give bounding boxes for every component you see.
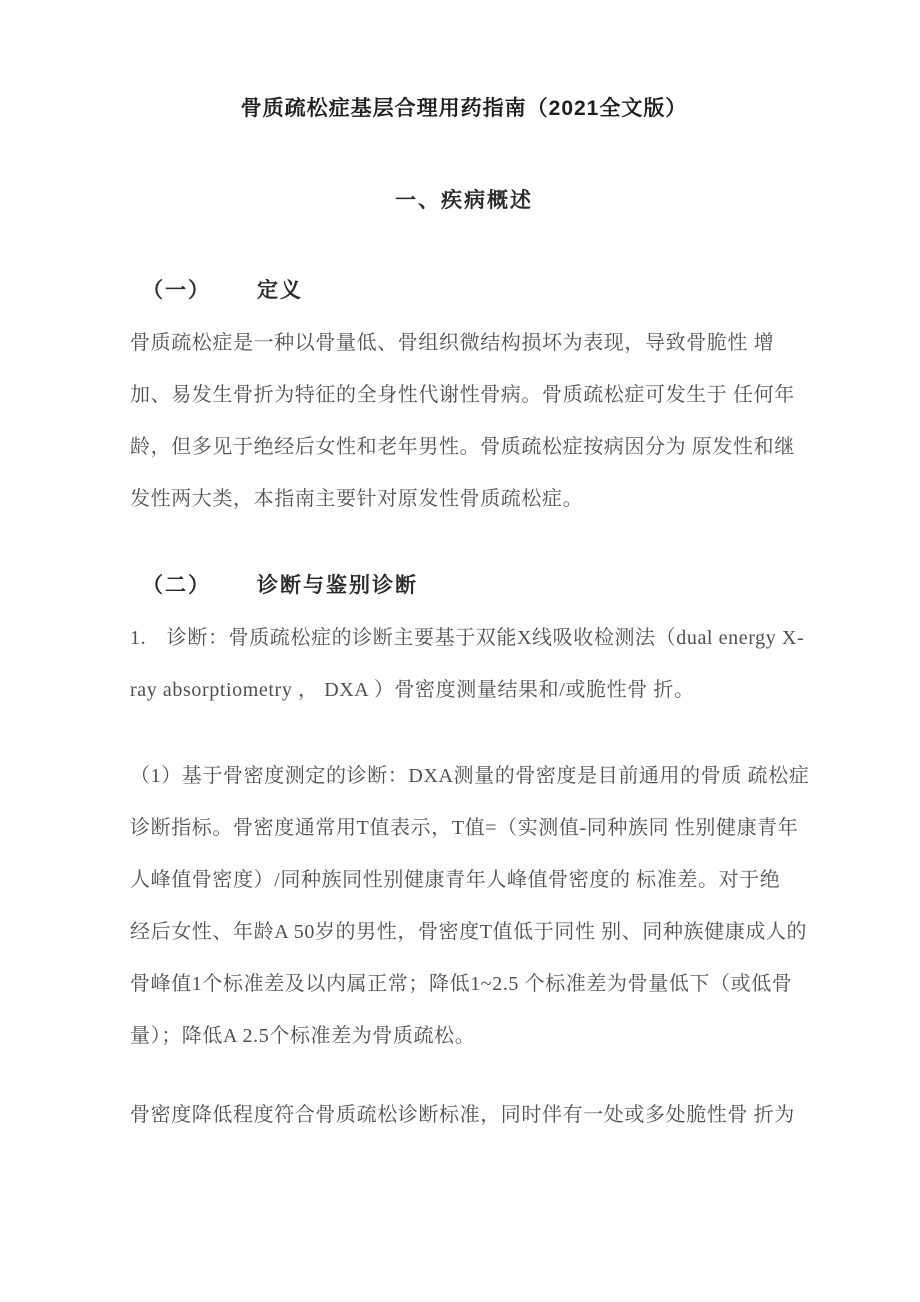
paragraph-diagnosis-closing: [130, 1089, 798, 1141]
text-line: 龄，但多见于绝经后女性和老年男性。骨质疏松症按病因分为 原发性和继: [130, 436, 795, 458]
subsection-heading-definition: [130, 278, 798, 304]
section-heading-overview: 一、疾病概述: [395, 189, 533, 212]
text-line: 骨质疏松症是一种以骨量低、骨组织微结构损坏为表现，导致骨脆性 增: [130, 332, 775, 354]
subsection-marker: （二）: [142, 574, 211, 597]
paragraph-definition: [130, 317, 798, 525]
text-line: （1）基于骨密度测定的诊断：DXA测量的骨密度是目前通用的骨质 疏松症: [130, 765, 810, 787]
text-line: 人峰值骨密度）/同种族同性别健康青年人峰值骨密度的 标准差。对于绝: [130, 869, 781, 891]
text-line: 骨密度降低程度符合骨质疏松诊断标准，同时伴有一处或多处脆性骨 折为: [130, 1104, 795, 1126]
text-line: 骨峰值1个标准差及以内属正常；降低1~2.5 个标准差为骨量低下（或低骨: [130, 973, 793, 995]
subsection-label: 诊断与鉴别诊断: [257, 574, 418, 597]
paragraph-diagnosis-bmd: [130, 750, 810, 1062]
subsection-heading-diagnosis: [130, 573, 798, 599]
doc-title: 骨质疏松症基层合理用药指南（2021全文版）: [240, 97, 688, 120]
text-line: 经后女性、年龄A 50岁的男性，骨密度T值低于同性 别、同种族健康成人的: [130, 921, 808, 943]
text-line: 加、易发生骨折为特征的全身性代谢性骨病。骨质疏松症可发生于 任何年: [130, 384, 795, 406]
text-line: ray absorptiometry ， DXA ）骨密度测量结果和/或脆性骨 折。: [130, 679, 695, 701]
text-line: 1. 诊断：骨质疏松症的诊断主要基于双能X线吸收检测法（dual energy X-: [130, 627, 805, 649]
paragraph-diagnosis-item1: [130, 612, 805, 716]
text-line: 量）；降低A 2.5个标准差为骨质疏松。: [130, 1025, 476, 1047]
text-line: 诊断指标。骨密度通常用T值表示，T值=（实测值-同种族同 性别健康青年: [130, 817, 799, 839]
text-line: 发性两大类，本指南主要针对原发性骨质疏松症。: [130, 488, 584, 510]
subsection-marker: （一）: [142, 279, 211, 302]
subsection-label: 定义: [257, 279, 303, 302]
